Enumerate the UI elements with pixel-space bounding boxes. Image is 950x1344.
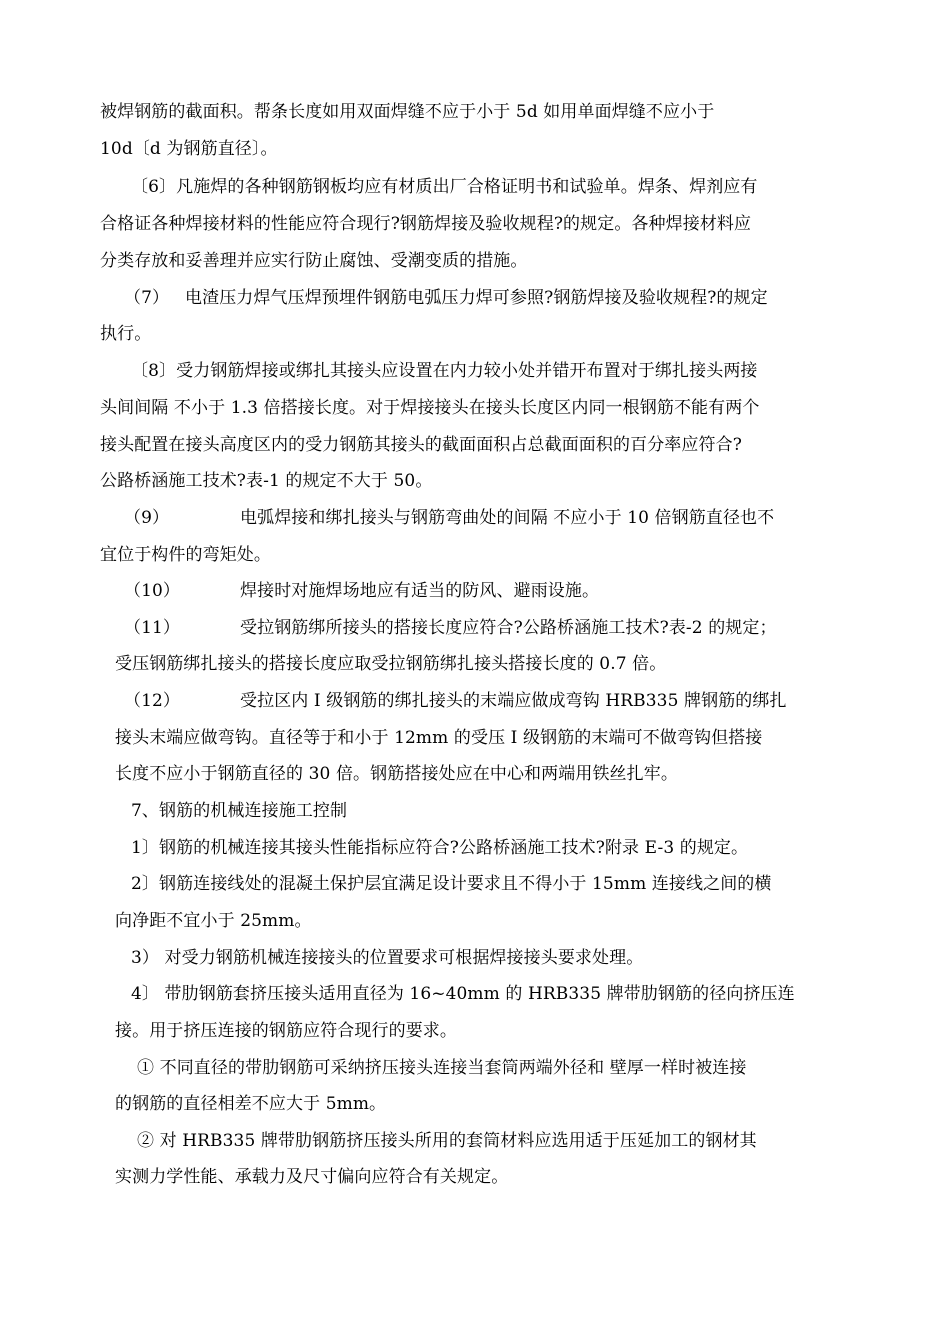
text-line: 分类存放和妥善理并应实行防止腐蚀、受潮变质的措施。 bbox=[100, 251, 528, 271]
text-line: 3） 对受力钢筋机械连接接头的位置要求可根据焊接接头要求处理。 bbox=[131, 948, 644, 968]
text-line: 10d〔d 为钢筋直径〕。 bbox=[100, 139, 278, 159]
text-line: 的钢筋的直径相差不应大于 5mm。 bbox=[115, 1094, 387, 1114]
text-line: 〔8〕受力钢筋焊接或绑扎其接头应设置在内力较小处并错开布置对于绑扎接头两接 bbox=[131, 361, 758, 381]
text-line: 宜位于构件的弯矩处。 bbox=[100, 545, 271, 565]
text-line: 受压钢筋绑扎接头的搭接长度应取受拉钢筋绑扎接头搭接长度的 0.7 倍。 bbox=[115, 654, 667, 674]
text-line: 受拉钢筋绑所接头的搭接长度应符合?公路桥涵施工技术?表-2 的规定； bbox=[240, 618, 777, 638]
text-line: 头间间隔 不小于 1.3 倍搭接长度。对于焊接接头在接头长度区内同一根钢筋不能有两个 bbox=[100, 398, 760, 418]
text-line: 1〕钢筋的机械连接其接头性能指标应符合?公路桥涵施工技术?附录 E-3 的规定。 bbox=[131, 838, 749, 858]
text-line: 电弧焊接和绑扎接头与钢筋弯曲处的间隔 不应小于 10 倍钢筋直径也不 bbox=[240, 508, 775, 528]
text-line: 长度不应小于钢筋直径的 30 倍。钢筋搭接处应在中心和两端用铁丝扎牢。 bbox=[115, 764, 678, 784]
text-line: 合格证各种焊接材料的性能应符合现行?钢筋焊接及验收规程?的规定。各种焊接材料应 bbox=[100, 214, 752, 234]
text-line: 4〕 带肋钢筋套挤压接头适用直径为 16~40mm 的 HRB335 牌带肋钢筋的径向挤压连 bbox=[131, 984, 795, 1004]
list-item-number: （10） bbox=[124, 581, 181, 601]
text-line: ② 对 HRB335 牌带肋钢筋挤压接头所用的套筒材料应选用适于压延加工的钢材其 bbox=[137, 1131, 757, 1151]
text-line: 接。用于挤压连接的钢筋应符合现行的要求。 bbox=[115, 1021, 457, 1041]
text-line: 〔6〕凡施焊的各种钢筋钢板均应有材质出厂合格证明书和试验单。焊条、焊剂应有 bbox=[131, 177, 758, 197]
list-item-number: （7） bbox=[124, 288, 170, 308]
text-line: 焊接时对施焊场地应有适当的防风、避雨设施。 bbox=[240, 581, 600, 601]
text-line: 被焊钢筋的截面积。帮条长度如用双面焊缝不应于小于 5d 如用单面焊缝不应小于 bbox=[100, 102, 715, 122]
list-item-number: （11） bbox=[124, 618, 181, 638]
text-line: 公路桥涵施工技术?表-1 的规定不大于 50。 bbox=[100, 471, 433, 491]
text-line: 实测力学性能、承载力及尺寸偏向应符合有关规定。 bbox=[115, 1167, 509, 1187]
text-line: ① 不同直径的带肋钢筋可采纳挤压接头连接当套筒两端外径和 壁厚一样时被连接 bbox=[137, 1058, 747, 1078]
text-line: 电渣压力焊气压焊预埋件钢筋电弧压力焊可参照?钢筋焊接及验收规程?的规定 bbox=[185, 288, 768, 308]
section-heading: 7、钢筋的机械连接施工控制 bbox=[131, 801, 348, 821]
text-line: 执行。 bbox=[100, 324, 152, 344]
list-item-number: （12） bbox=[124, 691, 181, 711]
text-line: 受拉区内 I 级钢筋的绑扎接头的末端应做成弯钩 HRB335 牌钢筋的绑扎 bbox=[240, 691, 787, 711]
text-line: 向净距不宜小于 25mm。 bbox=[115, 911, 312, 931]
text-line: 接头末端应做弯钩。直径等于和小于 12mm 的受压 I 级钢筋的末端可不做弯钩但搭接 bbox=[115, 728, 763, 748]
text-line: 接头配置在接头高度区内的受力钢筋其接头的截面面积占总截面面积的百分率应符合? bbox=[100, 435, 742, 455]
list-item-number: （9） bbox=[124, 508, 170, 528]
text-line: 2〕钢筋连接线处的混凝土保护层宜满足设计要求且不得小于 15mm 连接线之间的横 bbox=[131, 874, 772, 894]
